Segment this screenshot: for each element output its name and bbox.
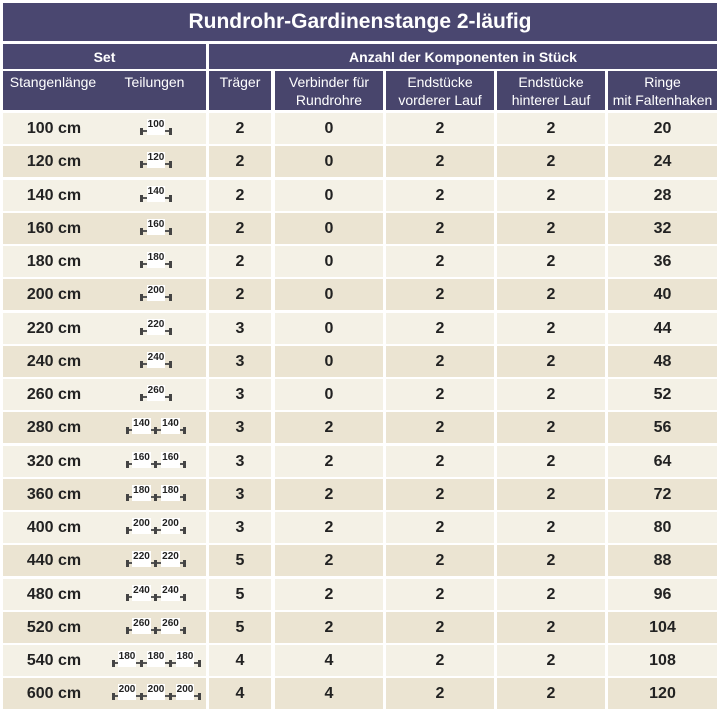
bracket-icon (183, 427, 186, 434)
traeger-cell: 2 (209, 113, 271, 144)
table-row (0, 479, 720, 510)
rod-segment (127, 585, 156, 601)
verbinder-cell: 0 (275, 180, 383, 211)
bracket-icon (183, 527, 186, 534)
segment-label: 260 (161, 618, 180, 634)
header-set-block (3, 71, 206, 110)
bracket-icon (154, 627, 157, 634)
bracket-icon (169, 693, 172, 700)
set-cell (3, 446, 206, 477)
table-row (0, 379, 720, 410)
end-vorn-cell: 2 (386, 246, 494, 277)
table-row (0, 645, 720, 676)
rod-division-icon (141, 219, 171, 235)
bracket-icon (169, 195, 172, 202)
bracket-icon (140, 161, 143, 168)
verbinder-cell: 0 (275, 113, 383, 144)
end-vorn-cell: 2 (386, 612, 494, 643)
segment-label: 100 (147, 119, 166, 135)
length-value: 400 cm (26, 518, 82, 536)
table-row (0, 545, 720, 576)
end-hinten-cell: 2 (497, 146, 605, 177)
end-vorn-cell: 2 (386, 512, 494, 543)
bracket-icon (169, 394, 172, 401)
end-hinten-cell: 2 (497, 479, 605, 510)
table-row (0, 512, 720, 543)
bracket-icon (140, 261, 143, 268)
set-cell (3, 313, 206, 344)
bracket-icon (126, 627, 129, 634)
end-vorn-cell: 2 (386, 213, 494, 244)
length-value: 260 cm (26, 385, 82, 403)
rod-division-icon (113, 684, 200, 700)
ringe-cell: 48 (608, 346, 717, 377)
table-row (0, 146, 720, 177)
bracket-icon (169, 261, 172, 268)
bracket-icon (169, 660, 172, 667)
length-value: 240 cm (26, 352, 82, 370)
rod-segment (156, 585, 185, 601)
bracket-icon (140, 394, 143, 401)
end-vorn-cell: 2 (386, 678, 494, 709)
verbinder-cell: 0 (275, 246, 383, 277)
end-hinten-cell: 2 (497, 512, 605, 543)
set-cell (3, 346, 206, 377)
bracket-icon (169, 328, 172, 335)
ringe-cell: 32 (608, 213, 717, 244)
length-value: 320 cm (26, 452, 82, 470)
table-row (0, 346, 720, 377)
end-vorn-cell: 2 (386, 412, 494, 443)
group-header-components: Anzahl der Komponenten in Stück (209, 44, 717, 69)
rod-segment (113, 651, 142, 667)
bracket-icon (154, 494, 157, 501)
length-value: 440 cm (26, 551, 82, 569)
end-vorn-cell: 2 (386, 279, 494, 310)
bracket-icon (112, 693, 115, 700)
segment-label: 260 (147, 385, 166, 401)
rod-segment (156, 618, 185, 634)
length-value: 540 cm (26, 651, 82, 669)
rod-division-icon (141, 152, 171, 168)
end-vorn-cell: 2 (386, 180, 494, 211)
traeger-cell: 3 (209, 412, 271, 443)
end-vorn-cell: 2 (386, 545, 494, 576)
segment-label: 180 (161, 485, 180, 501)
rod-segment (127, 452, 156, 468)
header-endstuecke-hinten: Endstücke hinterer Lauf (497, 71, 605, 110)
segment-label: 220 (161, 551, 180, 567)
verbinder-cell: 0 (275, 146, 383, 177)
set-cell (3, 279, 206, 310)
bracket-icon (198, 660, 201, 667)
set-cell (3, 579, 206, 610)
rod-segment (142, 684, 171, 700)
rod-segment (141, 119, 171, 135)
length-value: 180 cm (26, 252, 82, 270)
rod-segment (141, 319, 171, 335)
end-vorn-cell: 2 (386, 579, 494, 610)
bracket-icon (126, 527, 129, 534)
table-row (0, 678, 720, 709)
end-hinten-cell: 2 (497, 313, 605, 344)
ringe-cell: 44 (608, 313, 717, 344)
group-header-set: Set (3, 44, 206, 69)
bracket-icon (183, 627, 186, 634)
table-row (0, 279, 720, 310)
rod-segment (127, 618, 156, 634)
rod-division-icon (127, 418, 185, 434)
set-cell (3, 246, 206, 277)
bracket-icon (140, 328, 143, 335)
rod-segment (141, 352, 171, 368)
bracket-icon (154, 527, 157, 534)
bracket-icon (183, 594, 186, 601)
ringe-cell: 96 (608, 579, 717, 610)
bracket-icon (140, 128, 143, 135)
verbinder-cell: 0 (275, 279, 383, 310)
rod-segment (127, 418, 156, 434)
end-hinten-cell: 2 (497, 113, 605, 144)
end-hinten-cell: 2 (497, 446, 605, 477)
table-row (0, 446, 720, 477)
bracket-icon (126, 560, 129, 567)
segment-label: 180 (132, 485, 151, 501)
set-cell (3, 213, 206, 244)
set-cell (3, 113, 206, 144)
end-hinten-cell: 2 (497, 279, 605, 310)
table-row (0, 180, 720, 211)
end-hinten-cell: 2 (497, 545, 605, 576)
rod-segment (141, 219, 171, 235)
ringe-cell: 72 (608, 479, 717, 510)
rod-segment (127, 518, 156, 534)
segment-label: 240 (161, 585, 180, 601)
length-value: 160 cm (26, 219, 82, 237)
bracket-icon (169, 161, 172, 168)
bracket-icon (169, 128, 172, 135)
ringe-cell: 52 (608, 379, 717, 410)
bracket-icon (154, 594, 157, 601)
segment-label: 120 (147, 152, 166, 168)
rod-segment (142, 651, 171, 667)
bracket-icon (126, 427, 129, 434)
length-value: 600 cm (26, 684, 82, 702)
bracket-icon (169, 294, 172, 301)
set-cell (3, 479, 206, 510)
rod-segment (156, 551, 185, 567)
ringe-cell: 108 (608, 645, 717, 676)
ringe-cell: 64 (608, 446, 717, 477)
header-traeger: Träger (209, 71, 271, 110)
length-value: 280 cm (26, 418, 82, 436)
header-endstuecke-vorne: Endstücke vorderer Lauf (386, 71, 494, 110)
table-row (0, 612, 720, 643)
bracket-icon (154, 560, 157, 567)
table-row (0, 246, 720, 277)
bracket-icon (169, 361, 172, 368)
segment-label: 220 (132, 551, 151, 567)
set-cell (3, 512, 206, 543)
set-cell (3, 678, 206, 709)
ringe-cell: 20 (608, 113, 717, 144)
bracket-icon (112, 660, 115, 667)
ringe-cell: 24 (608, 146, 717, 177)
bracket-icon (183, 461, 186, 468)
bracket-icon (126, 461, 129, 468)
traeger-cell: 2 (209, 213, 271, 244)
bracket-icon (126, 594, 129, 601)
end-vorn-cell: 2 (386, 479, 494, 510)
length-value: 100 cm (26, 119, 82, 137)
rod-division-icon (127, 452, 185, 468)
ringe-cell: 104 (608, 612, 717, 643)
verbinder-cell: 4 (275, 678, 383, 709)
bracket-icon (154, 427, 157, 434)
table-row (0, 579, 720, 610)
segment-label: 240 (132, 585, 151, 601)
verbinder-cell: 2 (275, 479, 383, 510)
end-vorn-cell: 2 (386, 146, 494, 177)
segment-label: 160 (161, 452, 180, 468)
set-cell (3, 180, 206, 211)
end-hinten-cell: 2 (497, 579, 605, 610)
end-vorn-cell: 2 (386, 379, 494, 410)
traeger-cell: 5 (209, 545, 271, 576)
bracket-icon (140, 361, 143, 368)
end-hinten-cell: 2 (497, 412, 605, 443)
traeger-cell: 5 (209, 579, 271, 610)
segment-label: 180 (147, 651, 166, 667)
end-vorn-cell: 2 (386, 446, 494, 477)
rod-division-icon (141, 319, 171, 335)
end-hinten-cell: 2 (497, 645, 605, 676)
header-divisions: Teilungen (124, 74, 185, 90)
verbinder-cell: 0 (275, 346, 383, 377)
rod-segment (141, 152, 171, 168)
table-title: Rundrohr-Gardinenstange 2-läufig (3, 3, 717, 41)
segment-label: 220 (147, 319, 166, 335)
traeger-cell: 2 (209, 180, 271, 211)
verbinder-cell: 2 (275, 545, 383, 576)
segment-label: 140 (161, 418, 180, 434)
set-cell (3, 612, 206, 643)
length-value: 220 cm (26, 319, 82, 337)
length-value: 140 cm (26, 186, 82, 204)
segment-label: 200 (147, 285, 166, 301)
segment-label: 160 (147, 219, 166, 235)
traeger-cell: 3 (209, 479, 271, 510)
verbinder-cell: 0 (275, 313, 383, 344)
verbinder-cell: 0 (275, 379, 383, 410)
traeger-cell: 2 (209, 279, 271, 310)
rod-division-icon (141, 285, 171, 301)
bracket-icon (126, 494, 129, 501)
rod-division-icon (141, 186, 171, 202)
header-length: Stangenlänge (9, 74, 97, 90)
rod-division-icon (141, 252, 171, 268)
ringe-cell: 120 (608, 678, 717, 709)
bracket-icon (183, 494, 186, 501)
rod-segment (127, 485, 156, 501)
verbinder-cell: 2 (275, 412, 383, 443)
set-cell (3, 412, 206, 443)
set-cell (3, 545, 206, 576)
rod-division-icon (141, 119, 171, 135)
bracket-icon (169, 228, 172, 235)
rod-segment (171, 684, 200, 700)
end-vorn-cell: 2 (386, 313, 494, 344)
segment-label: 140 (147, 186, 166, 202)
traeger-cell: 5 (209, 612, 271, 643)
traeger-cell: 4 (209, 645, 271, 676)
segment-label: 180 (176, 651, 195, 667)
verbinder-cell: 2 (275, 512, 383, 543)
verbinder-cell: 2 (275, 446, 383, 477)
table-row (0, 113, 720, 144)
ringe-cell: 28 (608, 180, 717, 211)
rod-segment (156, 452, 185, 468)
rod-segment (156, 485, 185, 501)
rod-division-icon (127, 585, 185, 601)
bracket-icon (140, 195, 143, 202)
segment-label: 200 (132, 518, 151, 534)
set-cell (3, 146, 206, 177)
verbinder-cell: 4 (275, 645, 383, 676)
rod-segment (171, 651, 200, 667)
end-hinten-cell: 2 (497, 180, 605, 211)
verbinder-cell: 0 (275, 213, 383, 244)
traeger-cell: 2 (209, 246, 271, 277)
rod-segment (127, 551, 156, 567)
segment-label: 200 (147, 684, 166, 700)
end-hinten-cell: 2 (497, 379, 605, 410)
traeger-cell: 3 (209, 346, 271, 377)
bracket-icon (140, 294, 143, 301)
end-hinten-cell: 2 (497, 213, 605, 244)
rod-division-icon (127, 551, 185, 567)
rod-segment (141, 385, 171, 401)
bracket-icon (140, 660, 143, 667)
rod-division-icon (127, 518, 185, 534)
rod-segment (113, 684, 142, 700)
rod-segment (156, 418, 185, 434)
rod-segment (141, 252, 171, 268)
end-hinten-cell: 2 (497, 346, 605, 377)
length-value: 120 cm (26, 152, 82, 170)
rod-division-icon (113, 651, 200, 667)
bracket-icon (183, 560, 186, 567)
table-row (0, 213, 720, 244)
traeger-cell: 2 (209, 146, 271, 177)
bracket-icon (154, 461, 157, 468)
ringe-cell: 40 (608, 279, 717, 310)
segment-label: 200 (176, 684, 195, 700)
ringe-cell: 36 (608, 246, 717, 277)
segment-label: 200 (118, 684, 137, 700)
traeger-cell: 3 (209, 379, 271, 410)
rod-segment (156, 518, 185, 534)
segment-label: 260 (132, 618, 151, 634)
ringe-cell: 88 (608, 545, 717, 576)
header-verbinder: Verbinder für Rundrohre (275, 71, 383, 110)
rod-segment (141, 285, 171, 301)
set-cell (3, 379, 206, 410)
rod-division-icon (127, 485, 185, 501)
segment-label: 180 (147, 252, 166, 268)
verbinder-cell: 2 (275, 579, 383, 610)
end-hinten-cell: 2 (497, 612, 605, 643)
segment-label: 240 (147, 352, 166, 368)
length-value: 360 cm (26, 485, 82, 503)
segment-label: 160 (132, 452, 151, 468)
length-value: 480 cm (26, 585, 82, 603)
end-vorn-cell: 2 (386, 346, 494, 377)
segment-label: 180 (118, 651, 137, 667)
segment-label: 200 (161, 518, 180, 534)
bracket-icon (140, 228, 143, 235)
segment-label: 140 (132, 418, 151, 434)
rod-division-icon (127, 618, 185, 634)
verbinder-cell: 2 (275, 612, 383, 643)
table-row (0, 412, 720, 443)
ringe-cell: 80 (608, 512, 717, 543)
length-value: 520 cm (26, 618, 82, 636)
traeger-cell: 3 (209, 512, 271, 543)
end-vorn-cell: 2 (386, 645, 494, 676)
header-ringe: Ringe mit Faltenhaken (608, 71, 717, 110)
length-value: 200 cm (26, 285, 82, 303)
end-hinten-cell: 2 (497, 678, 605, 709)
bracket-icon (198, 693, 201, 700)
rod-division-icon (141, 385, 171, 401)
traeger-cell: 3 (209, 313, 271, 344)
rod-segment (141, 186, 171, 202)
ringe-cell: 56 (608, 412, 717, 443)
bracket-icon (140, 693, 143, 700)
set-cell (3, 645, 206, 676)
traeger-cell: 4 (209, 678, 271, 709)
table-row (0, 313, 720, 344)
end-hinten-cell: 2 (497, 246, 605, 277)
end-vorn-cell: 2 (386, 113, 494, 144)
traeger-cell: 3 (209, 446, 271, 477)
rod-division-icon (141, 352, 171, 368)
